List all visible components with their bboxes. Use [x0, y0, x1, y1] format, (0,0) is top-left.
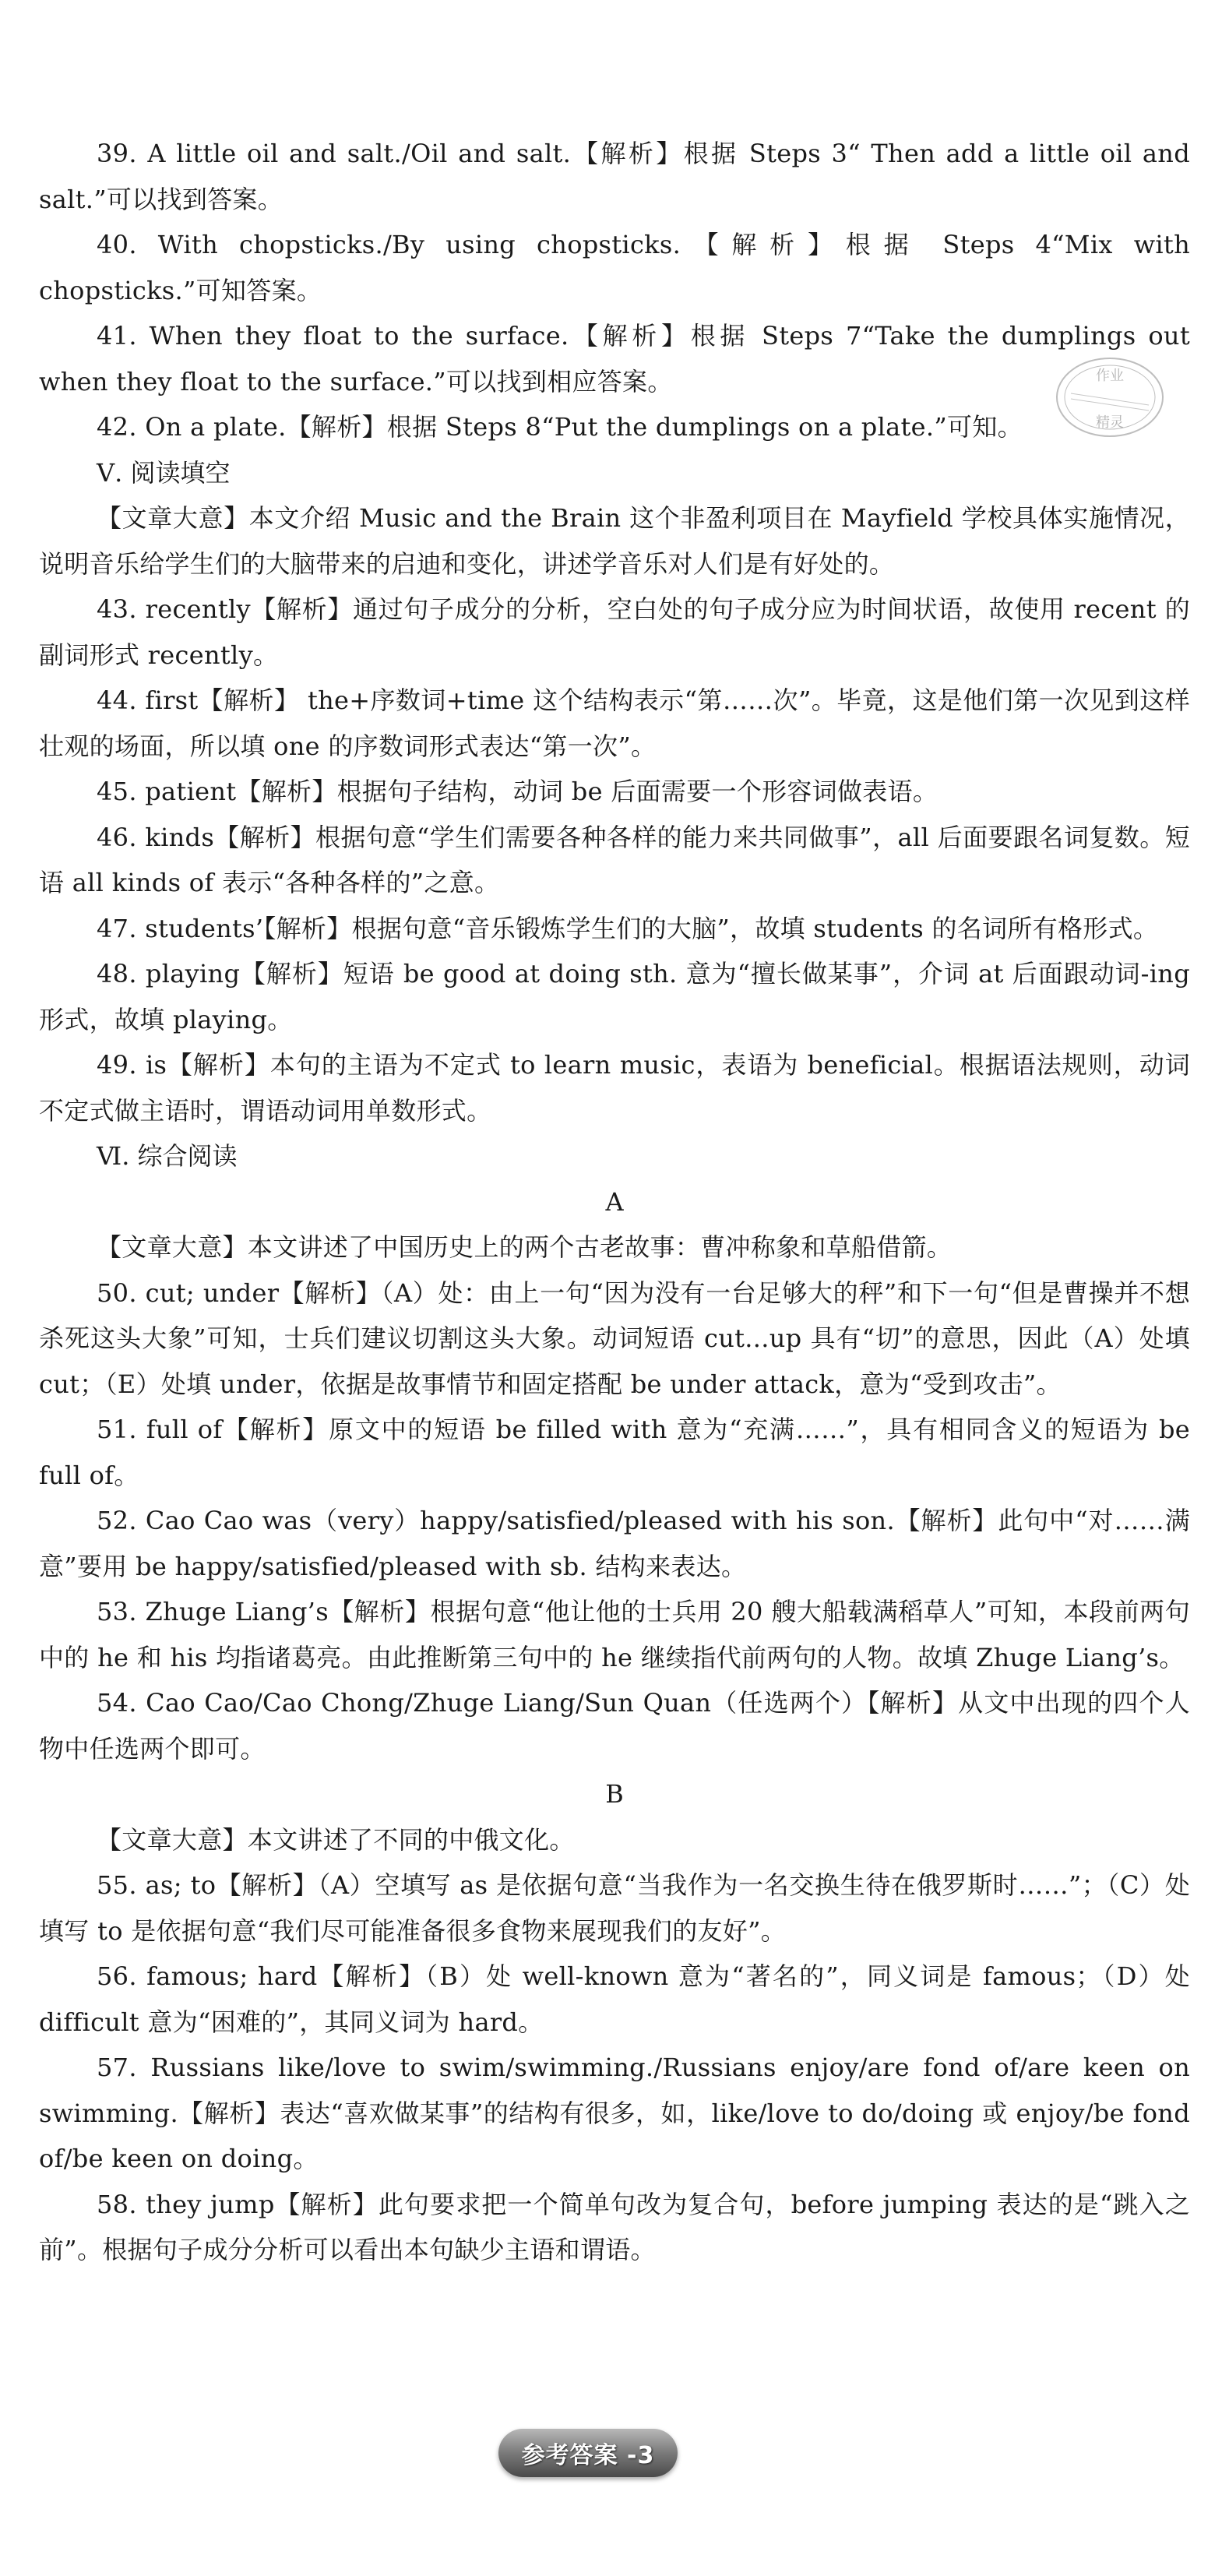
answer-paragraph: 51. full of【解析】原文中的短语 be filled with 意为“充满……”，具有相同含义的短语为 be full of。	[39, 1415, 1190, 1490]
answer-paragraph: 44. first【解析】 the+序数词+time 这个结构表示“第……次”。毕竟，这是他们第一次见到这样壮观的场面，所以填 one 的序数词形式表达“第一次”。	[39, 685, 1190, 761]
answer-paragraph: 43. recently【解析】通过句子成分的分析，空白处的句子成分应为时间状语，故使用 recent 的副词形式 recently。	[39, 594, 1190, 670]
subsection-label: B	[605, 1779, 624, 1809]
answer-paragraph: 47. students’【解析】根据句意“音乐锻炼学生们的大脑”，故填 students 的名词所有格形式。	[97, 913, 1159, 943]
answer-paragraph: 46. kinds【解析】根据句意“学生们需要各种各样的能力来共同做事”，all 后面要跟名词复数。短语 all kinds of 表示“各种各样的”之意。	[39, 822, 1190, 897]
answer-paragraph: 54. Cao Cao/Cao Chong/Zhuge Liang/Sun Quan（任选两个）【解析】从文中出现的四个人物中任选两个即可。	[39, 1688, 1190, 1764]
answer-paragraph: 57. Russians like/love to swim/swimming./Russians enjoy/are fond of/are keen on swimming.【解析】表达“喜欢做某事”的结构有很多，如，like/love to do/doing 或 enjoy/be fond of/be keen on doing。	[39, 2053, 1190, 2173]
answer-paragraph: 58. they jump【解析】此句要求把一个简单句改为复合句，before jumping 表达的是“跳入之前”。根据句子成分分析可以看出本句缺少主语和谓语。	[39, 2189, 1190, 2264]
answer-paragraph: 55. as; to【解析】（A）空填写 as 是依据句意“当我作为一名交换生待在俄罗斯时……”；（C）处填写 to 是依据句意“我们尽可能准备很多食物来展现我们的友好”。	[39, 1870, 1190, 1946]
answer-paragraph: 【文章大意】本文讲述了不同的中俄文化。	[97, 1824, 575, 1855]
page-number-badge	[498, 2429, 678, 2477]
answer-paragraph: 52. Cao Cao was（very）happy/satisfied/pleased with his son.【解析】此句中“对……满意”要用 be happy/satisfied/pleased with sb. 结构来表达。	[39, 1506, 1190, 1581]
answer-paragraph: 【文章大意】本文介绍 Music and the Brain 这个非盈利项目在 Mayfield 学校具体实施情况，说明音乐给学生们的大脑带来的启迪和变化，讲述学音乐对人们是有好处的。	[39, 503, 1190, 579]
answer-paragraph: 42. On a plate.【解析】根据 Steps 8“Put the dumplings on a plate.”可知。	[97, 412, 1023, 442]
answer-paragraph: 39. A little oil and salt./Oil and salt.【解析】根据 Steps 3“ Then add a little oil and salt.”可以找到答案。	[39, 139, 1190, 214]
answer-content	[39, 131, 1190, 2273]
answer-paragraph: 【文章大意】本文讲述了中国历史上的两个古老故事：曹冲称象和草船借箭。	[97, 1232, 953, 1262]
answer-paragraph: 49. is【解析】本句的主语为不定式 to learn music，表语为 beneficial。根据语法规则，动词不定式做主语时，谓语动词用单数形式。	[39, 1050, 1190, 1126]
answer-paragraph: 53. Zhuge Liang’s【解析】根据句意“他让他的士兵用 20 艘大船载满稻草人”可知，本段前两句中的 he 和 his 均指诸葛亮。由此推断第三句中的 he 继续指代前两句的人物。故填 Zhuge Liang’s。	[39, 1597, 1190, 1672]
page-number-text: 参考答案 -3	[521, 2442, 655, 2469]
answer-paragraph: 56. famous; hard【解析】（B）处 well-known 意为“著名的”，同义词是 famous；（D）处 difficult 意为“困难的”，其同义词为 hard。	[39, 1961, 1190, 2037]
answer-paragraph: 40. With chopsticks./By using chopsticks.【解析】根据 Steps 4“Mix with chopsticks.”可知答案。	[39, 230, 1190, 305]
answer-paragraph: 48. playing【解析】短语 be good at doing sth. 意为“擅长做某事”，介词 at 后面跟动词-ing 形式，故填 playing。	[39, 959, 1190, 1034]
answer-paragraph: 50. cut; under【解析】（A）处：由上一句“因为没有一台足够大的秤”和下一句“但是曹操并不想杀死这头大象”可知，士兵们建议切割这头大象。动词短语 cut...up 具有“切”的意思，因此（A）处填 cut；（E）处填 under，依据是故事情节和固定搭配 be under attack，意为“受到攻击”。	[39, 1277, 1190, 1399]
section-heading: Ⅵ. 综合阅读	[97, 1141, 238, 1171]
watermark-stamp-icon	[1051, 351, 1168, 444]
stamp-top-text: 作业	[1096, 368, 1124, 384]
answer-paragraph: 45. patient【解析】根据句子结构，动词 be 后面需要一个形容词做表语。	[97, 777, 938, 806]
answer-paragraph: 41. When they float to the surface.【解析】根据 Steps 7“Take the dumplings out when they float to the surface.”可以找到相应答案。	[39, 321, 1190, 396]
stamp-bottom-text: 精灵	[1096, 414, 1124, 431]
section-heading: Ⅴ. 阅读填空	[97, 457, 231, 488]
subsection-label: A	[605, 1186, 624, 1217]
